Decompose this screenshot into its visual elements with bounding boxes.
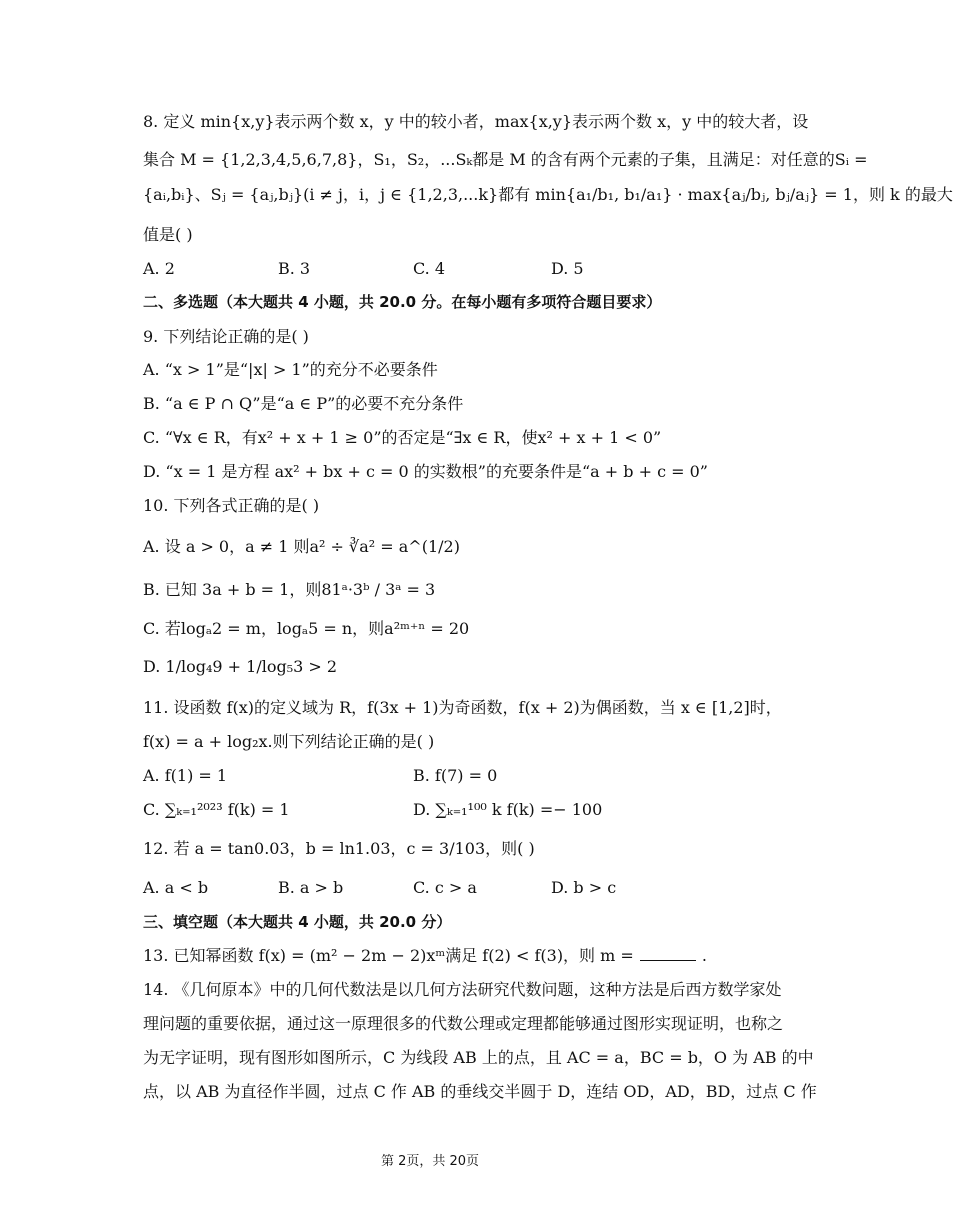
page-footer: 第 2页，共 20页 [380,1154,480,1169]
q9-option-c: C. “∀x ∈ R，有x² + x + 1 ≥ 0”的否定是“∃x ∈ R，使x² + x + 1 < 0” [143,428,662,447]
q13-period: . [701,946,707,965]
q11-option-a: A. f(1) = 1 [143,766,228,785]
q8-line-2: 集合 M = {1,2,3,4,5,6,7,8}，S₁，S₂，...Sₖ都是 M 的含有两个元素的子集，且满足：对任意的Sᵢ = [143,150,868,169]
q10-option-b: B. 已知 3a + b = 1，则81ᵃ·3ᵇ / 3ᵃ = 3 [143,580,436,599]
q12-option-b: B. a > b [278,878,344,897]
q12-option-d: D. b > c [551,878,617,897]
q9-option-a: A. “x > 1”是“|x| > 1”的充分不必要条件 [143,360,438,379]
q10-stem: 10. 下列各式正确的是( ) [143,496,320,515]
section-heading-fill-blank: 三、填空题（本大题共 4 小题，共 20.0 分） [143,913,452,931]
q11-option-d: D. ∑ₖ₌₁¹⁰⁰ k f(k) =− 100 [413,800,603,819]
q11-line-1: 11. 设函数 f(x)的定义域为 R，f(3x + 1)为奇函数，f(x + 2)为偶函数，当 x ∈ [1,2]时， [143,698,782,717]
q10-option-c: C. 若logₐ2 = m，logₐ5 = n，则a²ᵐ⁺ⁿ = 20 [143,619,470,638]
q12-option-c: C. c > a [413,878,477,897]
q9-stem: 9. 下列结论正确的是( ) [143,327,309,346]
q8-line-4: 值是( ) [143,225,193,244]
q14-line-4: 点，以 AB 为直径作半圆，过点 C 作 AB 的垂线交半圆于 D，连结 OD，AD，BD，过点 C 作 [143,1082,817,1101]
q13-stem [143,946,748,966]
q8-line-1: 8. 定义 min{x,y}表示两个数 x，y 中的较小者，max{x,y}表示两个数 x，y 中的较大者，设 [143,112,809,131]
q11-line-2: f(x) = a + log₂x.则下列结论正确的是( ) [143,732,435,751]
q14-line-3: 为无字证明，现有图形如图所示，C 为线段 AB 上的点，且 AC = a，BC = b，O 为 AB 的中 [143,1048,814,1067]
q14-line-2: 理问题的重要依据，通过这一原理很多的代数公理或定理都能够通过图形实现证明，也称之 [143,1014,784,1033]
q9-option-b: B. “a ∈ P ∩ Q”是“a ∈ P”的必要不充分条件 [143,394,464,413]
q11-option-b: B. f(7) = 0 [413,766,498,785]
q11-option-c: C. ∑ₖ₌₁²⁰²³ f(k) = 1 [143,800,290,819]
q12-stem: 12. 若 a = tan0.03，b = ln1.03，c = 3/103，则( ) [143,839,535,858]
q8-line-3: {aᵢ,bᵢ}、Sⱼ = {aⱼ,bⱼ}(i ≠ j，i，j ∈ {1,2,3,...k}都有 min{a₁/b₁, b₁/a₁} · max{aⱼ/bⱼ, bⱼ/aⱼ} = 1，则 k 的最大 [143,185,953,204]
q14-line-1: 14. 《几何原本》中的几何代数法是以几何方法研究代数问题，这种方法是后西方数学家处 [143,980,782,999]
q10-option-a: A. 设 a > 0，a ≠ 1 则a² ÷ ∛a² = a^(1/2) [143,537,460,556]
q8-option-c: C. 4 [413,259,446,278]
q12-option-a: A. a < b [143,878,209,897]
q8-option-a: A. 2 [143,259,175,278]
q13-answer-blank[interactable] [640,946,696,961]
section-heading-multiple-choice: 二、多选题（本大题共 4 小题，共 20.0 分。在每小题有多项符合题目要求） [143,293,662,311]
q8-option-d: D. 5 [551,259,584,278]
q8-option-b: B. 3 [278,259,311,278]
q9-option-d: D. “x = 1 是方程 ax² + bx + c = 0 的实数根”的充要条件是“a + b + c = 0” [143,462,708,481]
q10-option-d: D. 1/log₄9 + 1/log₅3 > 2 [143,657,338,676]
q13-text: 13. 已知幂函数 f(x) = (m² − 2m − 2)xᵐ满足 f(2) < f(3)，则 m = [143,946,634,965]
